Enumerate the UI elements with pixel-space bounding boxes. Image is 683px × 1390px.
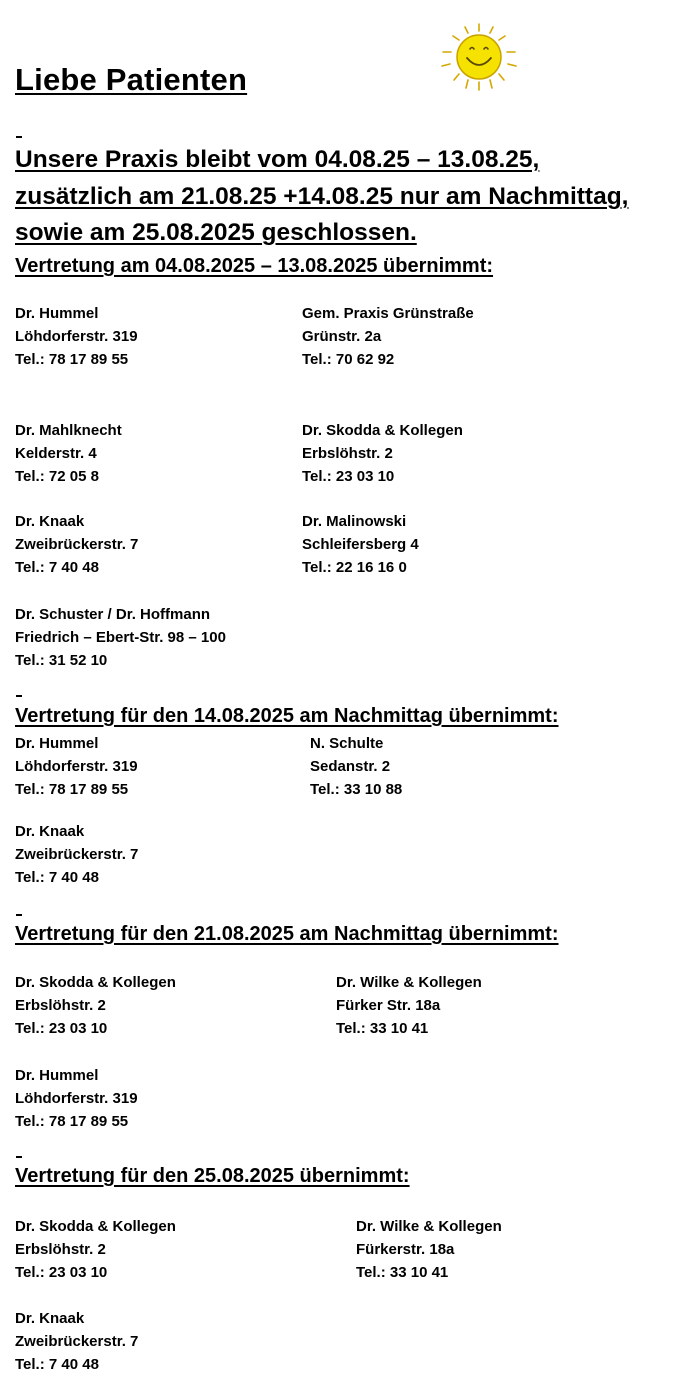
doctor-tel: Tel.: 78 17 89 55 <box>15 351 129 368</box>
doctor-street: Fürker Str. 18a <box>336 997 441 1014</box>
doctor-street: Sedanstr. 2 <box>310 758 391 775</box>
doctor-name: Dr. Wilke & Kollegen <box>356 1218 502 1235</box>
closure-line-2: zusätzlich am 21.08.25 +14.08.25 nur am Nachmittag, <box>15 183 629 210</box>
doctor-entry <box>310 732 402 801</box>
doctor-tel: Tel.: 23 03 10 <box>302 468 395 485</box>
doctor-entry <box>15 603 226 672</box>
doctor-entry <box>15 419 122 488</box>
doctor-street: Zweibrückerstr. 7 <box>15 846 139 863</box>
doctor-name: Dr. Knaak <box>15 823 85 840</box>
doctor-entry <box>15 302 138 371</box>
doctor-name: N. Schulte <box>310 735 384 752</box>
doctor-entry <box>15 1307 138 1376</box>
doctor-entry <box>302 510 419 579</box>
doctor-tel: Tel.: 33 10 88 <box>310 781 403 798</box>
doctor-tel: Tel.: 7 40 48 <box>15 559 99 576</box>
doctor-street: Friedrich – Ebert-Str. 98 – 100 <box>15 629 226 646</box>
doctor-entry <box>15 820 138 889</box>
doctor-tel: Tel.: 78 17 89 55 <box>15 1113 129 1130</box>
doctor-entry <box>302 419 463 488</box>
doctor-street: Grünstr. 2a <box>302 328 382 345</box>
doctor-name: Dr. Hummel <box>15 735 99 752</box>
doctor-tel: Tel.: 78 17 89 55 <box>15 781 129 798</box>
doctor-name: Dr. Skodda & Kollegen <box>302 422 463 439</box>
closure-line-3: sowie am 25.08.2025 geschlossen. <box>15 219 417 246</box>
section-heading: Vertretung für den 21.08.2025 am Nachmittag übernimmt: <box>15 923 559 945</box>
doctor-name: Dr. Schuster / Dr. Hoffmann <box>15 606 211 623</box>
page-title: Liebe Patienten <box>15 62 248 97</box>
dash-marker <box>16 1156 22 1158</box>
doctor-street: Löhdorferstr. 319 <box>15 1090 138 1107</box>
doctor-street: Erbslöhstr. 2 <box>302 445 393 462</box>
doctor-entry <box>15 510 138 579</box>
doctor-street: Löhdorferstr. 319 <box>15 328 138 345</box>
section-heading: Vertretung für den 25.08.2025 übernimmt: <box>15 1165 410 1187</box>
dash-marker <box>16 136 22 138</box>
smiling-sun-icon <box>434 22 524 94</box>
doctor-entry <box>15 1215 176 1284</box>
doctor-tel: Tel.: 7 40 48 <box>15 1356 99 1373</box>
doctor-street: Schleifersberg 4 <box>302 536 419 553</box>
section-heading: Vertretung für den 14.08.2025 am Nachmittag übernimmt: <box>15 705 559 727</box>
doctor-tel: Tel.: 33 10 41 <box>356 1264 449 1281</box>
doctor-name: Dr. Knaak <box>15 1310 85 1327</box>
doctor-name: Dr. Skodda & Kollegen <box>15 974 176 991</box>
doctor-street: Erbslöhstr. 2 <box>15 997 106 1014</box>
doctor-entry <box>15 732 138 801</box>
doctor-street: Zweibrückerstr. 7 <box>15 1333 139 1350</box>
doctor-entry <box>15 971 176 1040</box>
doctor-tel: Tel.: 31 52 10 <box>15 652 108 669</box>
doctor-street: Zweibrückerstr. 7 <box>15 536 139 553</box>
doctor-name: Dr. Hummel <box>15 305 99 322</box>
doctor-tel: Tel.: 7 40 48 <box>15 869 99 886</box>
doctor-name: Dr. Hummel <box>15 1067 99 1084</box>
doctor-entry <box>356 1215 502 1284</box>
doctor-street: Fürkerstr. 18a <box>356 1241 455 1258</box>
doctor-tel: Tel.: 23 03 10 <box>15 1020 108 1037</box>
doctor-tel: Tel.: 23 03 10 <box>15 1264 108 1281</box>
doctor-street: Kelderstr. 4 <box>15 445 97 462</box>
closure-line-1: Unsere Praxis bleibt vom 04.08.25 – 13.08.25, <box>15 146 540 173</box>
section-heading: Vertretung am 04.08.2025 – 13.08.2025 übernimmt: <box>15 255 494 277</box>
doctor-entry <box>336 971 482 1040</box>
doctor-name: Dr. Skodda & Kollegen <box>15 1218 176 1235</box>
doctor-tel: Tel.: 33 10 41 <box>336 1020 429 1037</box>
doctor-tel: Tel.: 22 16 16 0 <box>302 559 407 576</box>
doctor-name: Gem. Praxis Grünstraße <box>302 305 474 322</box>
dash-marker <box>16 914 22 916</box>
doctor-entry <box>302 302 474 371</box>
dash-marker <box>16 695 22 697</box>
doctor-name: Dr. Wilke & Kollegen <box>336 974 482 991</box>
doctor-name: Dr. Knaak <box>15 513 85 530</box>
doctor-entry <box>15 1064 138 1133</box>
doctor-tel: Tel.: 70 62 92 <box>302 351 395 368</box>
doctor-street: Erbslöhstr. 2 <box>15 1241 106 1258</box>
doctor-tel: Tel.: 72 05 8 <box>15 468 99 485</box>
doctor-name: Dr. Mahlknecht <box>15 422 122 439</box>
doctor-street: Löhdorferstr. 319 <box>15 758 138 775</box>
doctor-name: Dr. Malinowski <box>302 513 407 530</box>
